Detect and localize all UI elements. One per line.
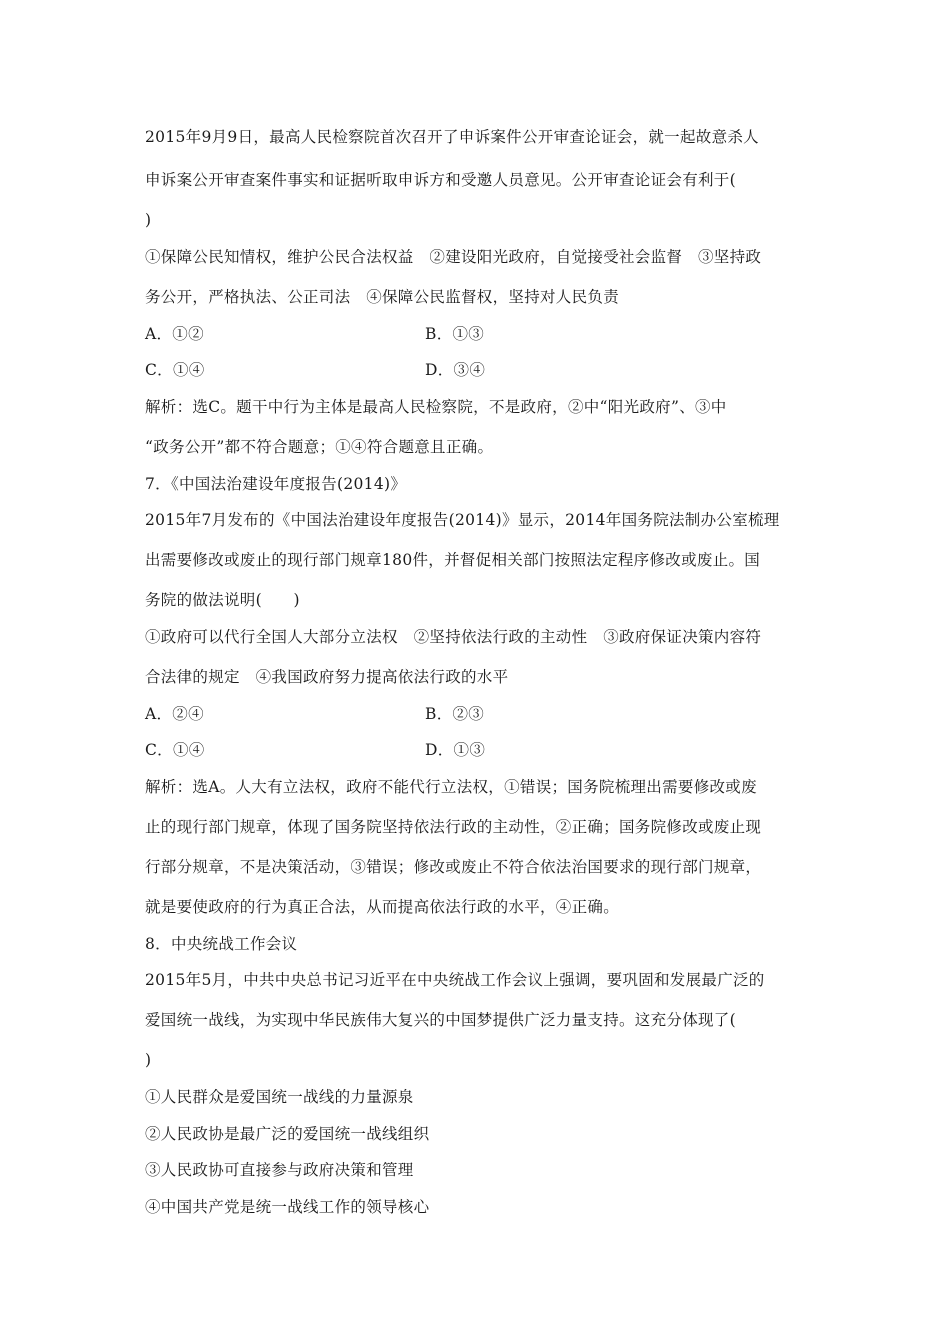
- q6-choice-c: C．①④: [145, 361, 205, 379]
- q6-stem-line-2: 申诉案公开审查案件事实和证据听取申诉方和受邀人员意见。公开审查论证会有利于(: [145, 171, 736, 189]
- q7-stem-line-3: 务院的做法说明( ): [145, 591, 300, 609]
- q7-analysis-line-4: 就是要使政府的行为真正合法，从而提高依法行政的水平，④正确。: [145, 898, 620, 916]
- q7-choice-a: A．②④: [145, 705, 204, 723]
- q7-choice-row-2: [145, 740, 810, 760]
- q7-analysis-line-2: 止的现行部门规章，体现了国务院坚持依法行政的主动性，②正确；国务院修改或废止现: [145, 818, 762, 836]
- q8-title: 8．中央统战工作会议: [145, 935, 298, 953]
- q7-choice-b: B．②③: [425, 705, 485, 723]
- q7-analysis-line-3: 行部分规章，不是决策活动，③错误；修改或废止不符合依法治国要求的现行部门规章，: [145, 858, 762, 876]
- q6-analysis-line-2: “政务公开”都不符合题意；①④符合题意且正确。: [145, 438, 494, 456]
- q6-choice-a: A．①②: [145, 325, 204, 343]
- q8-option-2: ②人民政协是最广泛的爱国统一战线组织: [145, 1125, 430, 1143]
- q6-analysis-line-1: 解析：选C。题干中行为主体是最高人民检察院，不是政府，②中“阳光政府”、③中: [145, 398, 727, 416]
- q8-option-1: ①人民群众是爱国统一战线的力量源泉: [145, 1088, 414, 1106]
- q7-stem-line-1: 2015年7月发布的《中国法治建设年度报告(2014)》显示，2014年国务院法制办公室梳理: [145, 511, 780, 529]
- q8-option-3: ③人民政协可直接参与政府决策和管理: [145, 1161, 414, 1179]
- q7-choice-row-1: [145, 704, 810, 724]
- q7-options-line-2: 合法律的规定 ④我国政府努力提高依法行政的水平: [145, 668, 509, 686]
- q8-stem-line-3: ): [145, 1051, 152, 1069]
- q7-choice-c: C．①④: [145, 741, 205, 759]
- q6-choice-row-1: [145, 324, 810, 344]
- q7-title: 7．《中国法治建设年度报告(2014)》: [145, 475, 407, 493]
- q7-analysis-line-1: 解析：选A。人大有立法权，政府不能代行立法权，①错误；国务院梳理出需要修改或废: [145, 778, 757, 796]
- q7-options-line-1: ①政府可以代行全国人大部分立法权 ②坚持依法行政的主动性 ③政府保证决策内容符: [145, 628, 762, 646]
- q6-options-line-2: 务公开，严格执法、公正司法 ④保障公民监督权，坚持对人民负责: [145, 288, 620, 306]
- q8-stem-line-2: 爱国统一战线，为实现中华民族伟大复兴的中国梦提供广泛力量支持。这充分体现了(: [145, 1011, 736, 1029]
- q6-choice-d: D．③④: [425, 361, 486, 379]
- q6-choice-b: B．①③: [425, 325, 485, 343]
- q6-stem-line-1: 2015年9月9日，最高人民检察院首次召开了申诉案件公开审查论证会，就一起故意杀人: [145, 128, 759, 146]
- q6-choice-row-2: [145, 360, 810, 380]
- q7-choice-d: D．①③: [425, 741, 486, 759]
- q8-option-4: ④中国共产党是统一战线工作的领导核心: [145, 1198, 430, 1216]
- q6-stem-line-3: ): [145, 211, 152, 229]
- q7-stem-line-2: 出需要修改或废止的现行部门规章180件，并督促相关部门按照法定程序修改或废止。国: [145, 551, 761, 569]
- q8-stem-line-1: 2015年5月，中共中央总书记习近平在中央统战工作会议上强调，要巩固和发展最广泛的: [145, 971, 765, 989]
- q6-options-line-1: ①保障公民知情权，维护公民合法权益 ②建设阳光政府，自觉接受社会监督 ③坚持政: [145, 248, 762, 266]
